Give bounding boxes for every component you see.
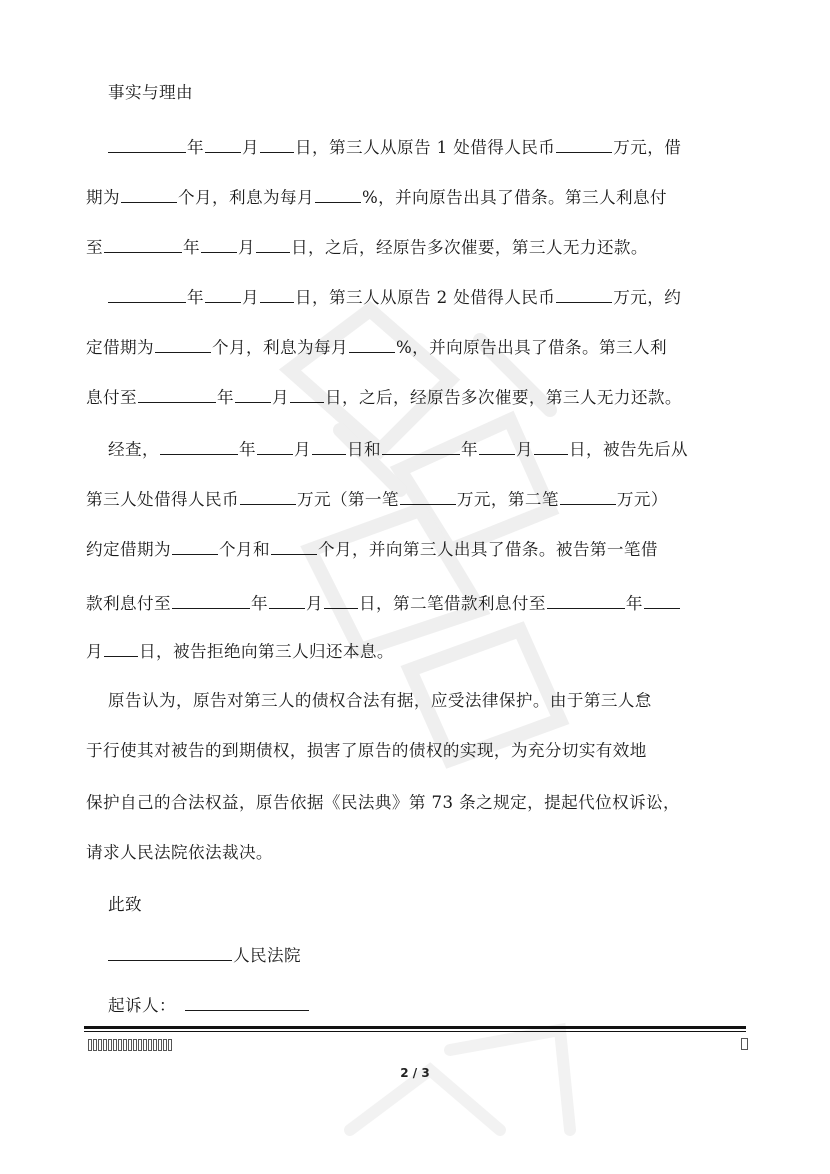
blank-day <box>324 592 358 609</box>
blank-year <box>104 236 182 253</box>
blank-amount-first <box>400 488 456 505</box>
blank-months <box>121 186 177 203</box>
blank-day <box>104 640 138 657</box>
blank-year <box>138 386 216 403</box>
blank-year <box>160 438 238 455</box>
watermark-graphic <box>250 250 590 810</box>
blank-month <box>269 592 305 609</box>
blank-day <box>290 386 324 403</box>
footer-placeholder-glyph-right <box>741 1038 748 1050</box>
blank-amount <box>240 488 296 505</box>
blank-months-second <box>271 538 317 555</box>
blank-year <box>108 136 186 153</box>
blank-day <box>534 438 568 455</box>
plaintiff-line: 起诉人： <box>108 994 310 1017</box>
paragraph-4-line-1: 原告认为，原告对第三人的债权合法有据，应受法律保护。由于第三人怠 <box>108 691 652 710</box>
blank-amount <box>556 136 612 153</box>
blank-day <box>256 236 290 253</box>
paragraph-3-line-1: 经查， 年 月 日和 年 月 日，被告先后从 <box>108 440 688 459</box>
paragraph-2-line-3: 息付至 年 月 日，之后，经原告多次催要，第三人无力还款。 <box>86 388 682 407</box>
blank-rate <box>315 186 361 203</box>
blank-day <box>260 136 294 153</box>
watermark-graphic-bottom <box>330 1010 590 1170</box>
footer-rule-thick <box>84 1026 746 1029</box>
paragraph-4-line-2: 于行使其对被告的到期债权，损害了原告的债权的实现，为充分切实有效地 <box>86 741 647 760</box>
paragraph-2-line-1: 年 月 日，第三人从原告 2 处借得人民币 万元，约 <box>107 286 681 309</box>
paragraph-1-line-1: 年 月 日，第三人从原告 1 处借得人民币 万元，借 <box>107 136 681 159</box>
blank-months-first <box>172 538 218 555</box>
paragraph-1-line-3: 至 年 月 日，之后，经原告多次催要，第三人无力还款。 <box>86 238 648 257</box>
paragraph-2-line-2: 定借期为 个月，利息为每月 %，并向原告出具了借条。第三人利 <box>86 338 668 357</box>
footer-rule-thin <box>84 1031 746 1032</box>
blank-months <box>155 336 211 353</box>
blank-year <box>547 592 625 609</box>
paragraph-4-line-3: 保护自己的合法权益，原告依据《民法典》第 73 条之规定，提起代位权诉讼， <box>86 793 681 812</box>
blank-amount-second <box>560 488 616 505</box>
paragraph-4-line-4: 请求人民法院依法裁决。 <box>86 843 273 862</box>
paragraph-1-line-2: 期为 个月，利息为每月 %，并向原告出具了借条。第三人利息付 <box>86 188 668 207</box>
paragraph-3-line-5: 月 日，被告拒绝向第三人归还本息。 <box>86 642 394 661</box>
blank-rate <box>349 336 395 353</box>
blank-month <box>479 438 515 455</box>
blank-plaintiff-name <box>185 994 309 1011</box>
blank-month <box>205 136 241 153</box>
blank-day <box>312 438 346 455</box>
blank-amount <box>556 286 612 303</box>
page-number: 2 / 3 <box>400 1066 430 1080</box>
blank-year <box>172 592 250 609</box>
footer-placeholder-glyphs <box>88 1039 173 1051</box>
blank-month <box>235 386 271 403</box>
blank-month <box>205 286 241 303</box>
blank-day <box>260 286 294 303</box>
blank-month <box>644 592 680 609</box>
closing-salutation: 此致 <box>108 895 142 914</box>
blank-month <box>257 438 293 455</box>
blank-court-name <box>108 944 232 961</box>
blank-year <box>382 438 460 455</box>
paragraph-3-line-2: 第三人处借得人民币 万元（第一笔 万元，第二笔 万元） <box>86 490 668 509</box>
paragraph-3-line-4: 款利息付至 年 月 日，第二笔借款利息付至 年 <box>86 592 681 615</box>
court-line: 人民法院 <box>107 944 301 967</box>
section-heading: 事实与理由 <box>108 83 193 102</box>
blank-year <box>108 286 186 303</box>
blank-month <box>201 236 237 253</box>
paragraph-3-line-3: 约定借期为 个月和 个月，并向第三人出具了借条。被告第一笔借 <box>86 540 658 559</box>
